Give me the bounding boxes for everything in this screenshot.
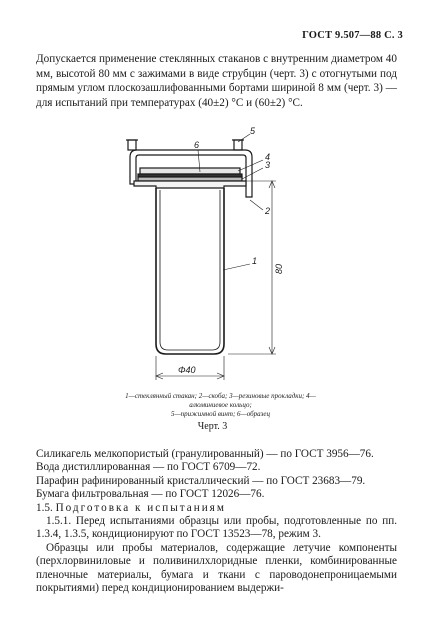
section-heading bbox=[36, 502, 397, 515]
legend-line-2: 5—прижимной винт; 6—образец bbox=[170, 410, 271, 418]
clause-volatile: Образцы или пробы материалов, содержащие летучие компоненты (перхлорвиниловые и поливинилхлоридные пленки, комбинированные пленочные материалы, бумага и ткани с пароводонепроницаемыми покрытиями) перед кондиционированием выдержи- bbox=[36, 541, 397, 595]
header-gost: ГОСТ bbox=[302, 30, 333, 41]
glass-rim bbox=[134, 181, 246, 188]
callout-4: 4 bbox=[265, 152, 271, 162]
aluminium-ring bbox=[140, 168, 240, 174]
screw-right bbox=[234, 140, 242, 150]
callout-1: 1 bbox=[252, 256, 258, 266]
header-page: С. 3 bbox=[384, 30, 403, 41]
gasket bbox=[138, 177, 242, 181]
material-silica: Силикагель мелкопористый (гранулированный) — по ГОСТ 3956—76. bbox=[36, 448, 374, 460]
callout-6: 6 bbox=[194, 140, 200, 150]
header-number: 9.507—88 bbox=[335, 30, 382, 41]
glass-beaker bbox=[156, 188, 224, 354]
dim-height-label: 80 bbox=[274, 263, 284, 274]
intro-paragraph: Допускается применение стеклянных стаканов с внутренним диаметром 40 мм, высотой 80 мм с зажимами в виде струбцин (черт. 3) с отогнутыми под прямым углом плоскозашлифованными бортами шириной 8 мм (черт. 3) — для испытаний при температурах (40±2) °С и (60±2) °С. bbox=[36, 53, 397, 109]
section-number: 1.5. bbox=[36, 501, 53, 514]
section-title: Подготовка к испытаниям bbox=[55, 501, 226, 514]
clause-1-5-1: 1.5.1. Перед испытаниями образцы или пробы, подготовленные по пп. 1.3.4, 1.3.5, кондиционируют по ГОСТ 13523—78, режим 3. bbox=[36, 515, 397, 541]
material-paraffin: Парафин рафинированный кристаллический — по ГОСТ 23683—79. bbox=[36, 474, 366, 487]
material-paper: Бумага фильтровальная — по ГОСТ 12026—76. bbox=[36, 488, 265, 501]
callout-2: 2 bbox=[265, 206, 271, 216]
body-text bbox=[36, 448, 397, 595]
page-header bbox=[302, 30, 403, 41]
dim-diameter-label: Φ40 bbox=[178, 365, 196, 375]
material-water: Вода дистиллированная — по ГОСТ 6709—72. bbox=[36, 461, 261, 474]
callout-5: 5 bbox=[250, 126, 256, 136]
figure-label: Черт. 3 bbox=[197, 421, 228, 432]
beaker-diagram bbox=[100, 122, 330, 392]
figure-legend bbox=[113, 392, 328, 419]
callout-3: 3 bbox=[265, 160, 271, 170]
screw-left bbox=[128, 140, 136, 150]
legend-line-1: 1—стеклянный стакан; 2—скоба; 3—резиновые прокладки; 4—алюминиевое кольцо; bbox=[125, 392, 316, 409]
